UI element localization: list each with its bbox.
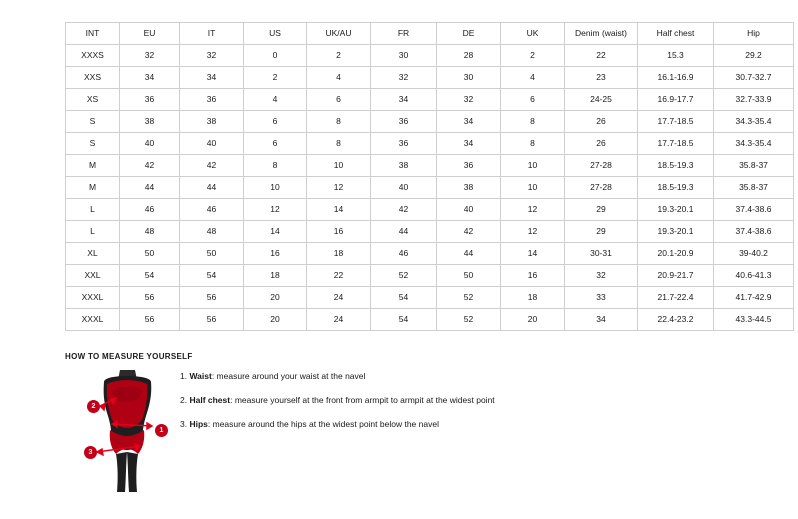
cell-uk-au: 24 xyxy=(307,309,371,331)
cell-us: 20 xyxy=(244,287,307,309)
cell-half-chest: 17.7-18.5 xyxy=(638,133,714,155)
cell-denim-waist: 29 xyxy=(565,221,638,243)
cell-fr: 34 xyxy=(371,89,437,111)
cell-fr: 40 xyxy=(371,177,437,199)
cell-int: XXXL xyxy=(66,287,120,309)
cell-de: 32 xyxy=(437,89,501,111)
cell-int: XXXS xyxy=(66,45,120,67)
cell-uk: 10 xyxy=(501,155,565,177)
table-row xyxy=(66,221,794,243)
cell-half-chest: 17.7-18.5 xyxy=(638,111,714,133)
cell-denim-waist: 26 xyxy=(565,111,638,133)
cell-int: XS xyxy=(66,89,120,111)
cell-uk: 8 xyxy=(501,111,565,133)
cell-uk-au: 18 xyxy=(307,243,371,265)
column-header-denim-waist: Denim (waist) xyxy=(565,23,638,45)
size-chart-container xyxy=(65,22,772,331)
cell-de: 34 xyxy=(437,111,501,133)
cell-fr: 36 xyxy=(371,111,437,133)
cell-uk: 12 xyxy=(501,221,565,243)
cell-hip: 32.7-33.9 xyxy=(714,89,794,111)
column-header-it: IT xyxy=(180,23,244,45)
cell-hip: 34.3-35.4 xyxy=(714,111,794,133)
cell-eu: 50 xyxy=(120,243,180,265)
cell-us: 10 xyxy=(244,177,307,199)
measure-text-half-chest: : measure yourself at the front from armpit to armpit at the widest point xyxy=(230,395,495,405)
cell-eu: 46 xyxy=(120,199,180,221)
cell-uk: 20 xyxy=(501,309,565,331)
cell-eu: 48 xyxy=(120,221,180,243)
cell-half-chest: 18.5-19.3 xyxy=(638,155,714,177)
marker-badge-2: 2 xyxy=(87,400,100,413)
cell-uk: 10 xyxy=(501,177,565,199)
cell-int: S xyxy=(66,111,120,133)
cell-uk: 4 xyxy=(501,67,565,89)
column-header-half-chest: Half chest xyxy=(638,23,714,45)
cell-it: 54 xyxy=(180,265,244,287)
cell-denim-waist: 22 xyxy=(565,45,638,67)
column-header-fr: FR xyxy=(371,23,437,45)
cell-half-chest: 20.9-21.7 xyxy=(638,265,714,287)
cell-denim-waist: 29 xyxy=(565,199,638,221)
cell-it: 56 xyxy=(180,287,244,309)
how-to-measure-list xyxy=(180,370,650,442)
cell-it: 42 xyxy=(180,155,244,177)
cell-fr: 52 xyxy=(371,265,437,287)
cell-uk: 14 xyxy=(501,243,565,265)
size-chart-table xyxy=(65,22,794,331)
cell-half-chest: 21.7-22.4 xyxy=(638,287,714,309)
measure-instruction-hips xyxy=(180,418,650,430)
cell-eu: 56 xyxy=(120,287,180,309)
cell-uk-au: 16 xyxy=(307,221,371,243)
cell-eu: 40 xyxy=(120,133,180,155)
table-body xyxy=(66,45,794,331)
measure-text-hips: : measure around the hips at the widest point below the navel xyxy=(207,419,439,429)
cell-uk-au: 24 xyxy=(307,287,371,309)
cell-us: 8 xyxy=(244,155,307,177)
cell-denim-waist: 32 xyxy=(565,265,638,287)
cell-hip: 37.4-38.6 xyxy=(714,199,794,221)
column-header-de: DE xyxy=(437,23,501,45)
table-row xyxy=(66,111,794,133)
cell-uk-au: 6 xyxy=(307,89,371,111)
cell-de: 28 xyxy=(437,45,501,67)
cell-it: 34 xyxy=(180,67,244,89)
cell-int: L xyxy=(66,221,120,243)
table-row xyxy=(66,243,794,265)
column-header-hip: Hip xyxy=(714,23,794,45)
cell-uk-au: 2 xyxy=(307,45,371,67)
cell-half-chest: 16.9-17.7 xyxy=(638,89,714,111)
cell-hip: 29.2 xyxy=(714,45,794,67)
cell-fr: 30 xyxy=(371,45,437,67)
table-row xyxy=(66,155,794,177)
cell-hip: 40.6-41.3 xyxy=(714,265,794,287)
cell-eu: 54 xyxy=(120,265,180,287)
cell-us: 16 xyxy=(244,243,307,265)
cell-hip: 30.7-32.7 xyxy=(714,67,794,89)
cell-hip: 41.7-42.9 xyxy=(714,287,794,309)
mannequin-illustration xyxy=(80,368,175,493)
measure-instruction-waist xyxy=(180,370,650,382)
cell-int: XXXL xyxy=(66,309,120,331)
cell-de: 52 xyxy=(437,309,501,331)
measure-term-hips: Hips xyxy=(189,419,208,429)
table-row xyxy=(66,309,794,331)
cell-int: XXS xyxy=(66,67,120,89)
table-row xyxy=(66,265,794,287)
cell-us: 6 xyxy=(244,111,307,133)
table-row xyxy=(66,45,794,67)
cell-hip: 37.4-38.6 xyxy=(714,221,794,243)
cell-hip: 35.8-37 xyxy=(714,177,794,199)
column-header-uk-au: UK/AU xyxy=(307,23,371,45)
cell-de: 52 xyxy=(437,287,501,309)
cell-it: 32 xyxy=(180,45,244,67)
column-header-int: INT xyxy=(66,23,120,45)
table-row xyxy=(66,133,794,155)
cell-uk: 2 xyxy=(501,45,565,67)
cell-us: 14 xyxy=(244,221,307,243)
measure-number-1: 1. xyxy=(180,371,188,381)
cell-uk-au: 8 xyxy=(307,133,371,155)
cell-int: M xyxy=(66,155,120,177)
cell-fr: 32 xyxy=(371,67,437,89)
cell-de: 40 xyxy=(437,199,501,221)
table-row xyxy=(66,199,794,221)
cell-it: 56 xyxy=(180,309,244,331)
table-header-row xyxy=(66,23,794,45)
cell-it: 48 xyxy=(180,221,244,243)
cell-uk-au: 10 xyxy=(307,155,371,177)
cell-us: 0 xyxy=(244,45,307,67)
cell-denim-waist: 27-28 xyxy=(565,155,638,177)
cell-it: 44 xyxy=(180,177,244,199)
cell-uk: 6 xyxy=(501,89,565,111)
cell-int: XL xyxy=(66,243,120,265)
cell-fr: 42 xyxy=(371,199,437,221)
cell-de: 44 xyxy=(437,243,501,265)
cell-half-chest: 19.3-20.1 xyxy=(638,199,714,221)
cell-denim-waist: 30-31 xyxy=(565,243,638,265)
table-row xyxy=(66,287,794,309)
cell-hip: 35.8-37 xyxy=(714,155,794,177)
cell-it: 38 xyxy=(180,111,244,133)
cell-eu: 44 xyxy=(120,177,180,199)
cell-de: 34 xyxy=(437,133,501,155)
cell-uk-au: 4 xyxy=(307,67,371,89)
column-header-eu: EU xyxy=(120,23,180,45)
cell-denim-waist: 24-25 xyxy=(565,89,638,111)
cell-it: 40 xyxy=(180,133,244,155)
cell-it: 46 xyxy=(180,199,244,221)
cell-us: 18 xyxy=(244,265,307,287)
cell-uk-au: 22 xyxy=(307,265,371,287)
cell-uk: 8 xyxy=(501,133,565,155)
table-row xyxy=(66,177,794,199)
cell-half-chest: 22.4-23.2 xyxy=(638,309,714,331)
cell-denim-waist: 26 xyxy=(565,133,638,155)
cell-de: 42 xyxy=(437,221,501,243)
cell-half-chest: 18.5-19.3 xyxy=(638,177,714,199)
cell-uk: 12 xyxy=(501,199,565,221)
cell-us: 20 xyxy=(244,309,307,331)
cell-fr: 46 xyxy=(371,243,437,265)
table-header xyxy=(66,23,794,45)
cell-fr: 54 xyxy=(371,287,437,309)
column-header-uk: UK xyxy=(501,23,565,45)
cell-eu: 34 xyxy=(120,67,180,89)
cell-fr: 44 xyxy=(371,221,437,243)
cell-denim-waist: 34 xyxy=(565,309,638,331)
cell-de: 38 xyxy=(437,177,501,199)
cell-us: 4 xyxy=(244,89,307,111)
cell-int: L xyxy=(66,199,120,221)
cell-eu: 36 xyxy=(120,89,180,111)
cell-uk-au: 8 xyxy=(307,111,371,133)
cell-fr: 36 xyxy=(371,133,437,155)
cell-uk-au: 12 xyxy=(307,177,371,199)
cell-eu: 32 xyxy=(120,45,180,67)
cell-hip: 34.3-35.4 xyxy=(714,133,794,155)
table-row xyxy=(66,89,794,111)
marker-badge-3: 3 xyxy=(84,446,97,459)
table-row xyxy=(66,67,794,89)
cell-half-chest: 16.1-16.9 xyxy=(638,67,714,89)
cell-de: 30 xyxy=(437,67,501,89)
cell-uk-au: 14 xyxy=(307,199,371,221)
cell-half-chest: 15.3 xyxy=(638,45,714,67)
marker-badge-1: 1 xyxy=(155,424,168,437)
cell-hip: 39-40.2 xyxy=(714,243,794,265)
cell-fr: 54 xyxy=(371,309,437,331)
cell-fr: 38 xyxy=(371,155,437,177)
cell-us: 2 xyxy=(244,67,307,89)
cell-eu: 56 xyxy=(120,309,180,331)
cell-uk: 16 xyxy=(501,265,565,287)
cell-uk: 18 xyxy=(501,287,565,309)
measure-term-waist: Waist xyxy=(189,371,212,381)
cell-hip: 43.3-44.5 xyxy=(714,309,794,331)
cell-denim-waist: 23 xyxy=(565,67,638,89)
cell-it: 36 xyxy=(180,89,244,111)
cell-int: XXL xyxy=(66,265,120,287)
cell-us: 12 xyxy=(244,199,307,221)
measure-instruction-half-chest xyxy=(180,394,650,406)
measure-text-waist: : measure around your waist at the navel xyxy=(211,371,366,381)
cell-denim-waist: 33 xyxy=(565,287,638,309)
cell-eu: 38 xyxy=(120,111,180,133)
cell-de: 36 xyxy=(437,155,501,177)
cell-de: 50 xyxy=(437,265,501,287)
how-to-measure-title: HOW TO MEASURE YOURSELF xyxy=(65,352,193,361)
cell-half-chest: 20.1-20.9 xyxy=(638,243,714,265)
cell-eu: 42 xyxy=(120,155,180,177)
measure-number-2: 2. xyxy=(180,395,188,405)
cell-us: 6 xyxy=(244,133,307,155)
cell-int: S xyxy=(66,133,120,155)
measure-term-half-chest: Half chest xyxy=(189,395,231,405)
cell-half-chest: 19.3-20.1 xyxy=(638,221,714,243)
measure-number-3: 3. xyxy=(180,419,188,429)
cell-it: 50 xyxy=(180,243,244,265)
column-header-us: US xyxy=(244,23,307,45)
cell-int: M xyxy=(66,177,120,199)
cell-denim-waist: 27-28 xyxy=(565,177,638,199)
